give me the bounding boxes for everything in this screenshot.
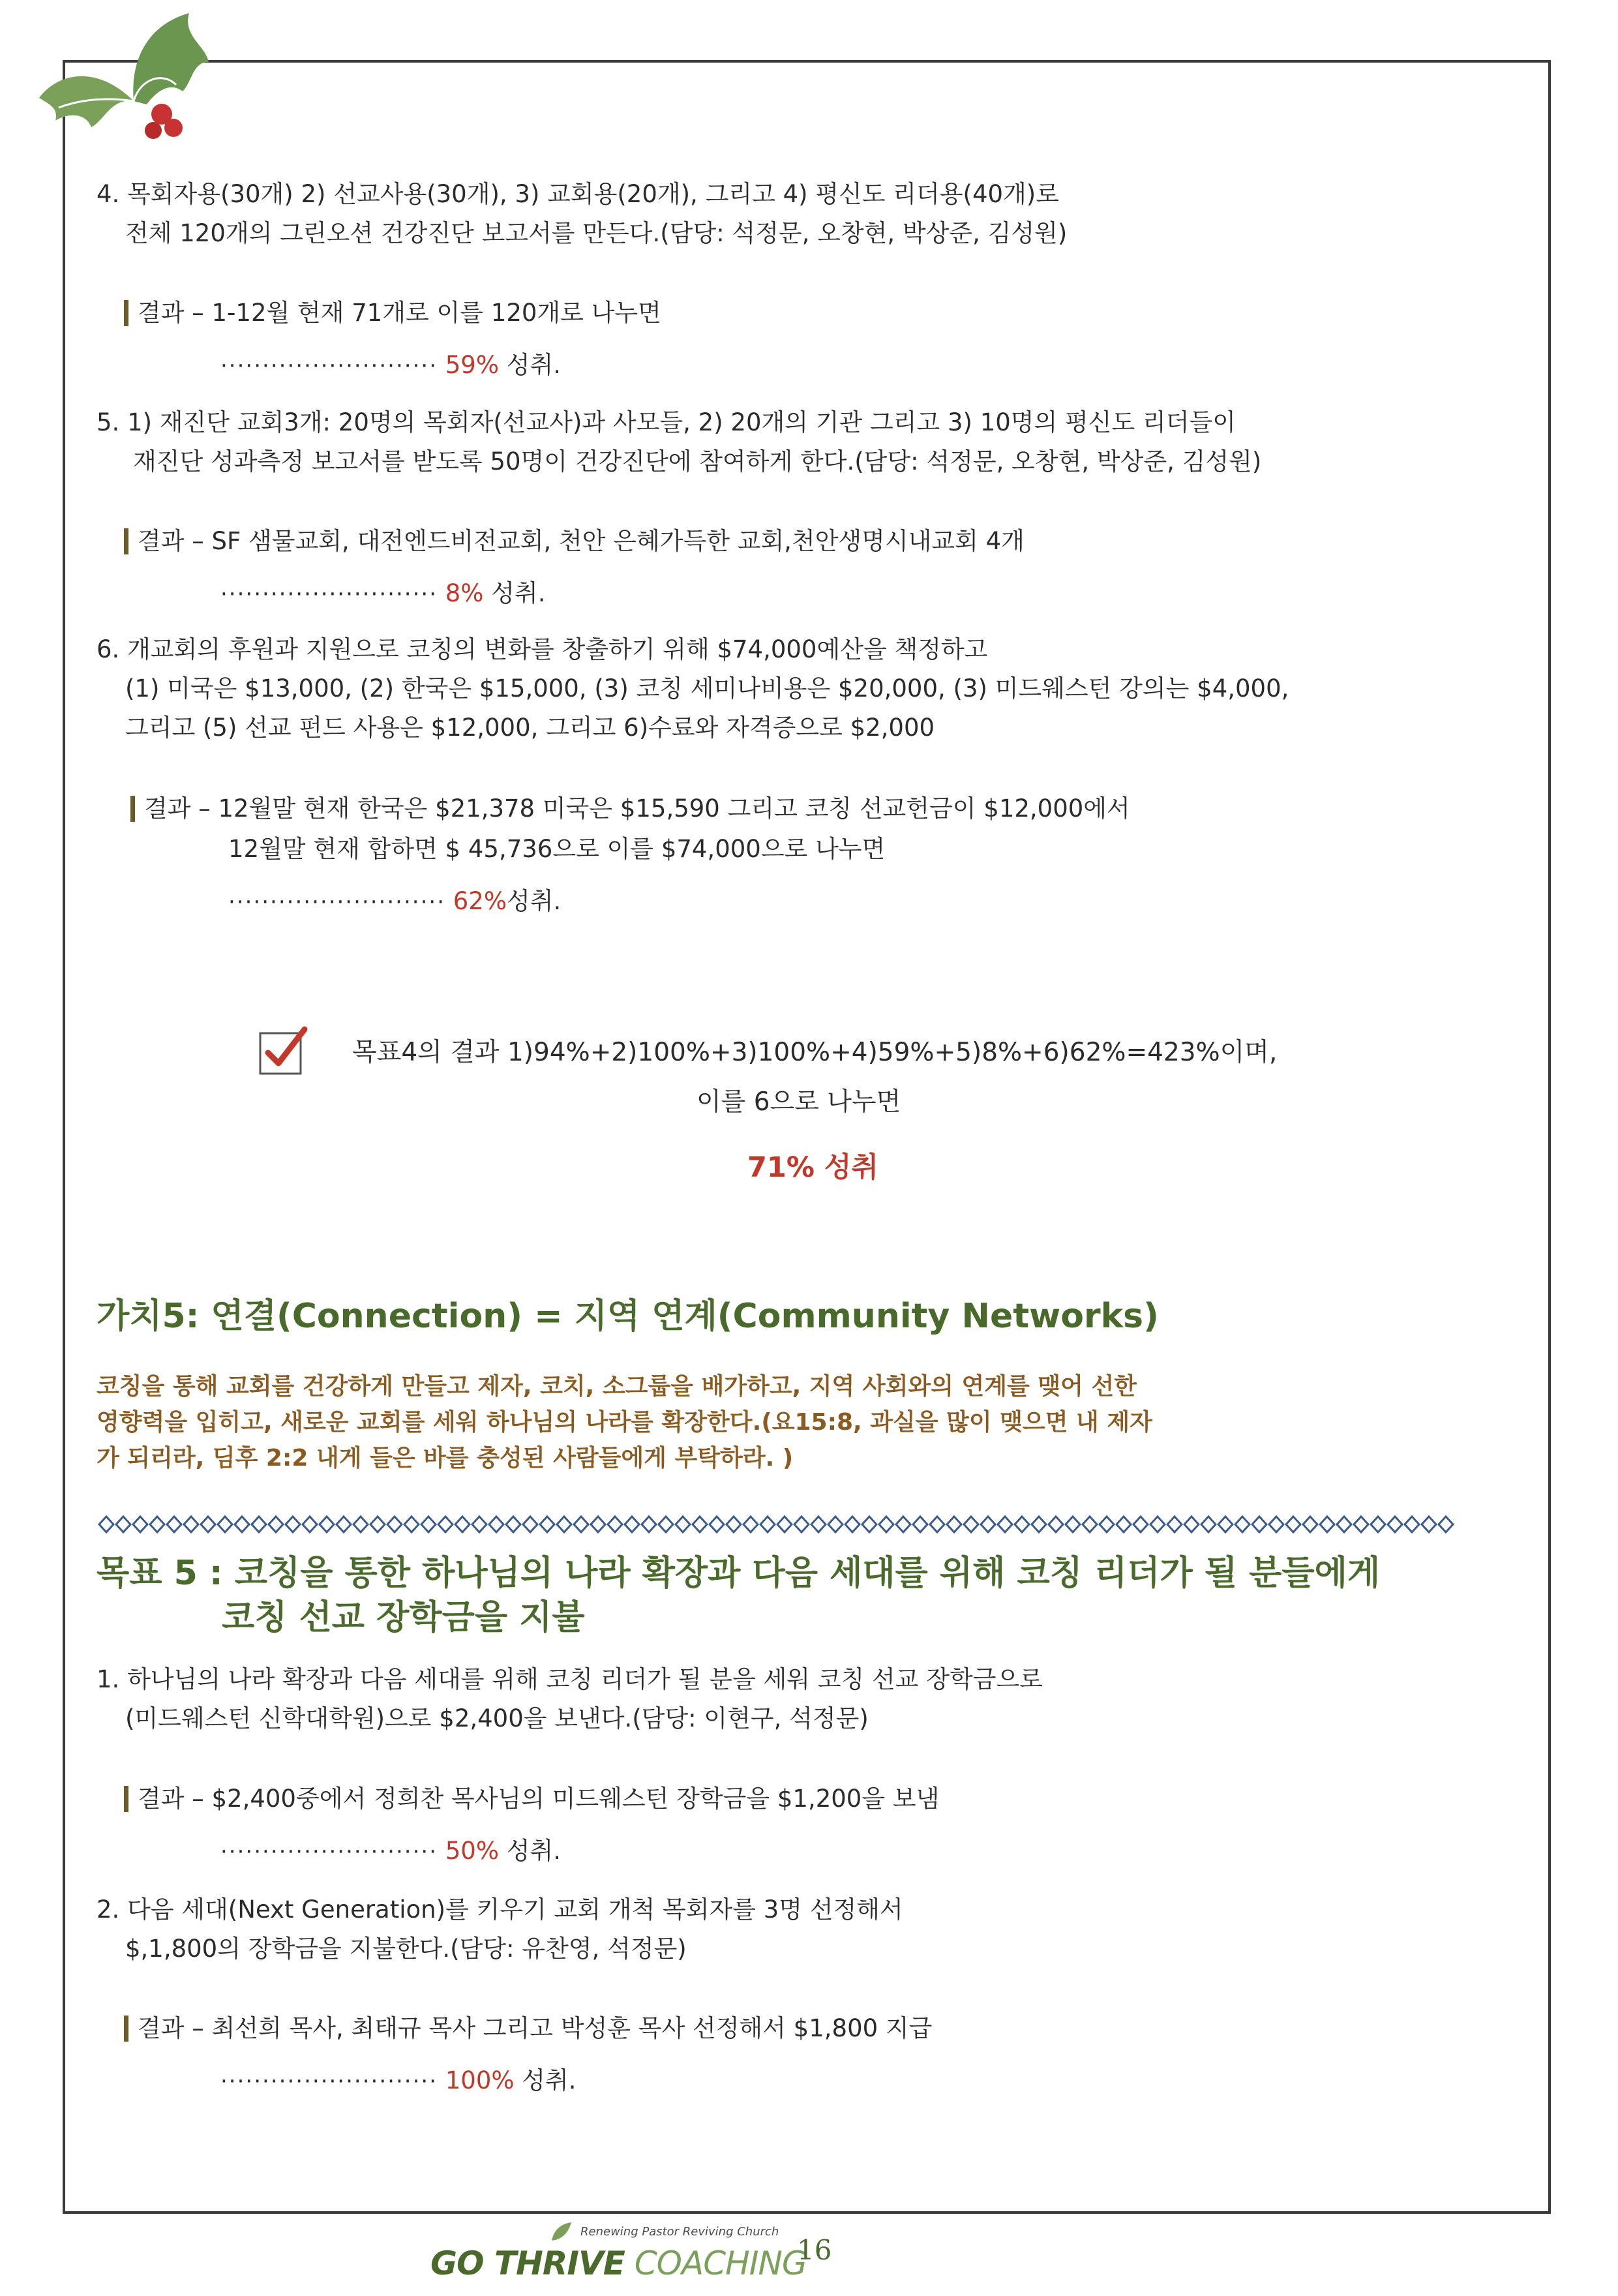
result-bar-marker [124,1786,128,1812]
item-6-result2: 12월말 현재 합하면 $ 45,736으로 이를 $74,000으로 나누면 [228,835,886,863]
item-6-line3: 그리고 (5) 선교 펀드 사용은 $12,000, 그리고 6)수료와 자격증으로 $2,000 [125,714,935,742]
value5-desc-line3: 가 되리라, 딤후 2:2 내게 들은 바를 충성된 사람들에게 부탁하라. ) [97,1445,794,1472]
item-5-result-text: 결과 – SF 샘물교회, 대전엔드비전교회, 천안 은혜가득한 교회,천안생명시내교회 4개 [138,527,1025,555]
dot-leader: ·························· [220,353,438,379]
footer-logo [430,2221,807,2286]
item-6-line1: 6. 개교회의 후원과 지원으로 코칭의 변화를 창출하기 위해 $74,000예산을 책정하고 [97,635,988,663]
result-bar-marker [130,796,135,822]
logo-go: GO [430,2244,494,2282]
item-5-tail: 성취. [483,579,546,607]
goal4-summary-line1: 목표4의 결과 1)94%+2)100%+3)100%+4)59%+5)8%+6)62%=423%이며, [352,1038,1278,1067]
goal5-item2-line2: $,1,800의 장학금을 지불한다.(담당: 유찬영, 석정문) [125,1935,687,1963]
item-4-tail: 성취. [499,351,562,379]
goal4-total-achievement: 71% 성취 [747,1151,878,1184]
result-bar-marker [124,528,128,554]
item-6-achievement [228,882,561,922]
dot-leader: ·························· [220,2068,438,2094]
item-6-result [130,789,1130,828]
logo-coaching: COACHING [624,2244,807,2282]
goal5-heading-line2: 코칭 선교 장학금을 지불 [222,1598,585,1637]
goal5-item2-percent: 100% [445,2066,515,2094]
goal5-item1-tail: 성취. [499,1837,562,1865]
item-5-result [124,522,1025,561]
goal5-item1-result-text: 결과 – $2,400중에서 정희찬 목사님의 미드웨스턴 장학금을 $1,200을 보냄 [138,1785,940,1813]
value5-desc-line2: 영향력을 입히고, 새로운 교회를 세워 하나님의 나라를 확장한다.(요15:8, 과실을 많이 맺으면 내 제자 [97,1409,1152,1436]
goal5-item2-line1: 2. 다음 세대(Next Generation)를 키우기 교회 개척 목회자를 3명 선정해서 [97,1896,903,1924]
dot-leader: ·························· [220,581,438,607]
goal5-item1-achievement [220,1832,561,1871]
leaf-icon [549,2221,573,2243]
item-6-line2: (1) 미국은 $13,000, (2) 한국은 $15,000, (3) 코칭 세미나비용은 $20,000, (3) 미드웨스턴 강의는 $4,000, [125,674,1289,702]
item-4-achievement [220,346,561,385]
footer-tagline: Renewing Pastor Reviving Church [580,2225,779,2239]
page-number: 16 [797,2234,832,2266]
item-4-percent: 59% [445,351,500,379]
item-4-result [124,294,661,333]
footer-logo-text [430,2244,807,2282]
result-bar-marker [124,2016,128,2042]
goal5-item2-tail: 성취. [514,2066,577,2094]
item-4-line1: 4. 목회자용(30개) 2) 선교사용(30개), 3) 교회용(20개), 그리고 4) 평신도 리더용(40개)로 [97,180,1059,208]
goal5-item2-achievement [220,2061,577,2101]
item-6-tail: 성취. [507,887,562,915]
goal5-item1-line2: (미드웨스턴 신학대학원)으로 $2,400을 보낸다.(담당: 이현구, 석정문) [125,1704,869,1732]
goal5-item2-result [124,2009,932,2048]
item-5-line2: 재진단 성과측정 보고서를 받도록 50명이 건강진단에 참여하게 한다.(담당: 석정문, 오창현, 박상준, 김성원) [133,447,1262,476]
dot-leader: ·························· [228,889,445,915]
item-5-line1: 5. 1) 재진단 교회3개: 20명의 목회자(선교사)과 사모들, 2) 20개의 기관 그리고 3) 10명의 평신도 리더들이 [97,408,1236,436]
dot-leader: ·························· [220,1839,438,1865]
goal5-item1-percent: 50% [445,1837,500,1865]
holly-leaves-icon [20,0,215,157]
item-4-result-text: 결과 – 1-12월 현재 71개로 이를 120개로 나누면 [138,299,661,327]
goal4-summary-line2: 이를 6으로 나누면 [697,1087,901,1117]
goal5-heading-line1: 목표 5 : 코칭을 통한 하나님의 나라 확장과 다음 세대를 위해 코칭 리더가 될 분들에게 [97,1554,1381,1593]
goal5-item1-result [124,1779,939,1819]
item-5-achievement [220,574,545,614]
item-6-result-text: 결과 – 12월말 현재 한국은 $21,378 미국은 $15,590 그리고 코칭 선교헌금이 $12,000에서 [144,794,1130,823]
item-5-percent: 8% [445,579,484,607]
logo-thrive: THRIVE [494,2244,625,2282]
goal5-item1-line1: 1. 하나님의 나라 확장과 다음 세대를 위해 코칭 리더가 될 분을 세워 코칭 선교 장학금으로 [97,1665,1043,1693]
value5-desc-line1: 코칭을 통해 교회를 건강하게 만들고 제자, 코치, 소그룹을 배가하고, 지역 사회와의 연계를 맺어 선한 [97,1373,1137,1400]
value5-heading: 가치5: 연결(Connection) = 지역 연계(Community Networks) [97,1297,1159,1336]
item-6-percent: 62% [453,887,507,915]
diamond-pattern-divider [98,1513,1454,1535]
result-bar-marker [124,300,128,326]
goal5-item2-result-text: 결과 – 최선희 목사, 최태규 목사 그리고 박성훈 목사 선정해서 $1,800 지급 [138,2014,933,2042]
item-4-line2: 전체 120개의 그린오션 건강진단 보고서를 만든다.(담당: 석정문, 오창현, 박상준, 김성원) [125,219,1068,247]
checkbox-checked-icon [258,1024,310,1076]
